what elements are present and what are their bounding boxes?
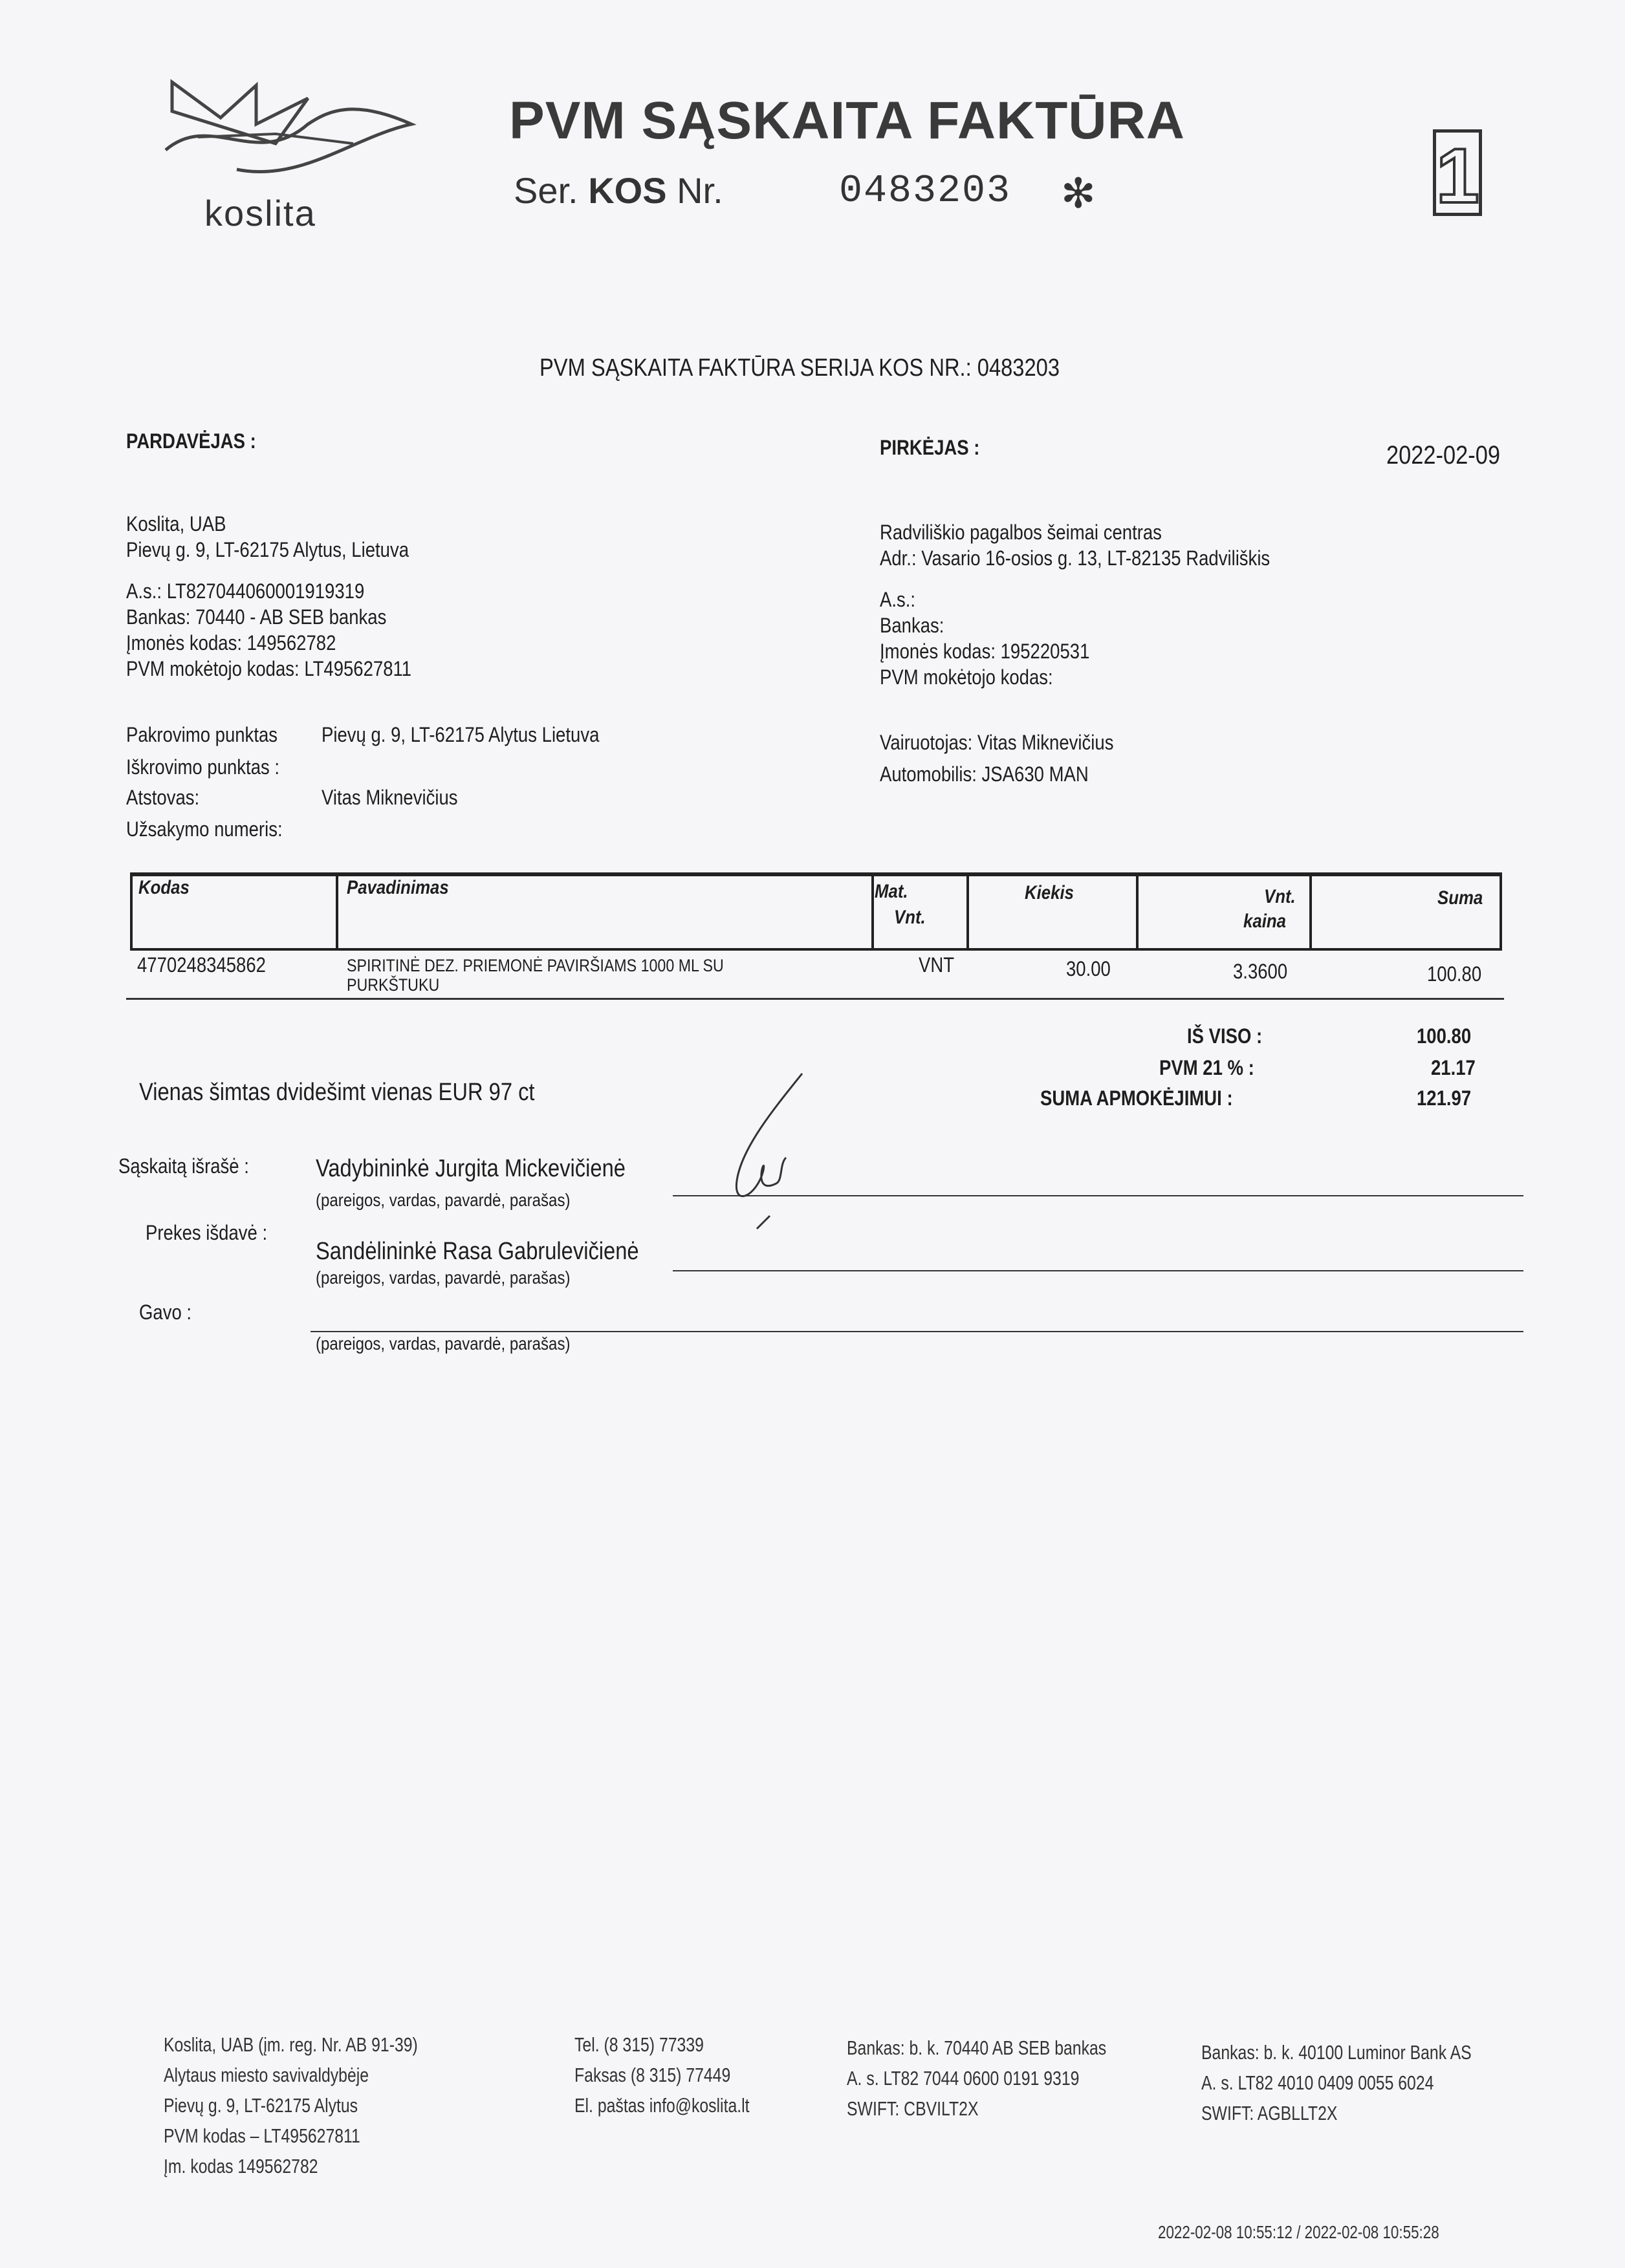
loading-value: Pievų g. 9, LT-62175 Alytus Lietuva xyxy=(322,723,600,746)
item-code: 4770248345862 xyxy=(137,953,266,977)
total-value: 121.97 xyxy=(1417,1086,1472,1110)
seller-account: A.s.: LT827044060001919319 xyxy=(126,579,365,603)
item-sum: 100.80 xyxy=(1427,962,1482,986)
footer-company xyxy=(164,2029,418,2181)
buyer-vat-code: PVM mokėtojo kodas: xyxy=(880,665,1053,689)
number-label: Nr. xyxy=(677,170,723,211)
footer-line: SWIFT: AGBLLT2X xyxy=(1201,2102,1338,2124)
star-mark: ✻ xyxy=(1061,170,1096,217)
footer-contacts xyxy=(574,2029,750,2121)
issued-by-value: Vadybininkė Jurgita Mickevičienė xyxy=(316,1155,626,1182)
loading-label: Pakrovimo punktas xyxy=(126,723,278,746)
invoice-date: 2022-02-09 xyxy=(1386,441,1500,470)
footer-line: Faksas (8 315) 77449 xyxy=(574,2064,731,2086)
handed-by-label: Prekes išdavė : xyxy=(146,1221,268,1244)
representative-label: Atstovas: xyxy=(126,786,200,809)
driver: Vairuotojas: Vitas Miknevičius xyxy=(880,731,1114,754)
print-timestamp: 2022-02-08 10:55:12 / 2022-02-08 10:55:28 xyxy=(1158,2222,1439,2242)
total-label: SUMA APMOKĖJIMUI : xyxy=(1040,1086,1233,1110)
seller-bank: Bankas: 70440 - AB SEB bankas xyxy=(126,605,387,629)
buyer-company-code: Įmonės kodas: 195220531 xyxy=(880,640,1090,663)
footer-line: A. s. LT82 7044 0600 0191 9319 xyxy=(847,2067,1080,2090)
footer-line: A. s. LT82 4010 0409 0055 6024 xyxy=(1201,2071,1434,2094)
item-name-line-2: PURKŠTUKU xyxy=(347,975,440,995)
copy-number-box: 1 xyxy=(1433,129,1482,216)
total-in-words: Vienas šimtas dvidešimt vienas EUR 97 ct xyxy=(139,1079,535,1106)
footer-line: Tel. (8 315) 77339 xyxy=(574,2033,704,2056)
col-price-1: Vnt. xyxy=(1264,886,1296,907)
logo-text: koslita xyxy=(204,193,316,233)
issued-signature-line xyxy=(673,1195,1523,1196)
item-name-line-1: SPIRITINĖ DEZ. PRIEMONĖ PAVIRŠIAMS 1000 ML SU xyxy=(347,956,724,975)
col-sum: Suma xyxy=(1437,887,1483,909)
col-price-2: kaina xyxy=(1243,911,1286,932)
company-logo xyxy=(159,72,431,241)
item-price: 3.3600 xyxy=(1233,960,1288,983)
seller-vat-code: PVM mokėtojo kodas: LT495627811 xyxy=(126,657,412,680)
buyer-name: Radviliškio pagalbos šeimai centras xyxy=(880,521,1162,544)
document-title: PVM SĄSKAITA FAKTŪRA xyxy=(509,91,1185,150)
subtotal-value: 100.80 xyxy=(1417,1024,1472,1048)
footer-line: Bankas: b. k. 40100 Luminor Bank AS xyxy=(1201,2041,1472,2064)
seller-block xyxy=(126,511,411,682)
col-code: Kodas xyxy=(138,877,190,898)
subtotal-label: IŠ VISO : xyxy=(1187,1024,1263,1048)
buyer-bank: Bankas: xyxy=(880,614,944,637)
col-name: Pavadinimas xyxy=(347,877,449,898)
issued-caption: (pareigos, vardas, pavardė, parašas) xyxy=(316,1190,571,1210)
invoice-subtitle: PVM SĄSKAITA FAKTŪRA SERIJA KOS NR.: 0483203 xyxy=(540,354,1060,382)
footer-line: Bankas: b. k. 70440 AB SEB bankas xyxy=(847,2036,1107,2059)
received-caption: (pareigos, vardas, pavardė, parašas) xyxy=(316,1334,571,1354)
col-unit-1: Mat. xyxy=(875,881,908,902)
series-code: KOS xyxy=(588,170,667,211)
header-cell-sum xyxy=(1309,872,1502,951)
logo-mark-icon xyxy=(159,72,431,202)
seller-company-code: Įmonės kodas: 149562782 xyxy=(126,631,336,654)
seller-address: Pievų g. 9, LT-62175 Alytus, Lietuva xyxy=(126,538,409,561)
footer-line: PVM kodas – LT495627811 xyxy=(164,2124,360,2147)
footer-line: Įm. kodas 149562782 xyxy=(164,2155,318,2177)
col-unit-2: Vnt. xyxy=(894,907,926,928)
series-prefix: Ser. xyxy=(514,170,578,211)
item-unit: VNT xyxy=(919,953,955,977)
handed-caption: (pareigos, vardas, pavardė, parašas) xyxy=(316,1268,571,1288)
footer-line: Pievų g. 9, LT-62175 Alytus xyxy=(164,2094,358,2117)
order-number-label: Užsakymo numeris: xyxy=(126,817,283,841)
footer-line: Koslita, UAB (įm. reg. Nr. AB 91-39) xyxy=(164,2033,418,2056)
item-qty: 30.00 xyxy=(1066,957,1111,980)
vat-value: 21.17 xyxy=(1431,1056,1476,1079)
series-line xyxy=(514,169,723,211)
buyer-label: PIRKĖJAS : xyxy=(880,436,980,459)
footer-line: Alytaus miesto savivaldybėje xyxy=(164,2064,369,2086)
buyer-block xyxy=(880,519,1270,690)
representative-value: Vitas Miknevičius xyxy=(322,786,458,809)
seller-name: Koslita, UAB xyxy=(126,512,226,535)
col-qty: Kiekis xyxy=(1025,882,1074,903)
footer-bank-seb xyxy=(847,2033,1106,2124)
invoice-number: 0483203 xyxy=(839,169,1012,213)
signature-scribble xyxy=(718,1067,822,1235)
handed-signature-line xyxy=(673,1270,1523,1271)
handed-by-value: Sandėlininkė Rasa Gabrulevičienė xyxy=(316,1238,639,1265)
vehicle: Automobilis: JSA630 MAN xyxy=(880,762,1089,786)
vat-label: PVM 21 % : xyxy=(1159,1056,1254,1079)
received-by-label: Gavo : xyxy=(139,1301,192,1324)
issued-by-label: Sąskaitą išrašė : xyxy=(118,1154,249,1178)
footer-line: El. paštas info@koslita.lt xyxy=(574,2094,750,2117)
seller-label: PARDAVĖJAS : xyxy=(126,429,256,453)
received-signature-line xyxy=(311,1331,1523,1332)
buyer-account: A.s.: xyxy=(880,588,916,611)
buyer-address: Adr.: Vasario 16-osios g. 13, LT-82135 Radviliškis xyxy=(880,546,1271,570)
footer-bank-luminor xyxy=(1201,2037,1472,2128)
table-bottom-line xyxy=(126,998,1504,1000)
unloading-label: Iškrovimo punktas : xyxy=(126,755,280,779)
footer-line: SWIFT: CBVILT2X xyxy=(847,2097,979,2120)
